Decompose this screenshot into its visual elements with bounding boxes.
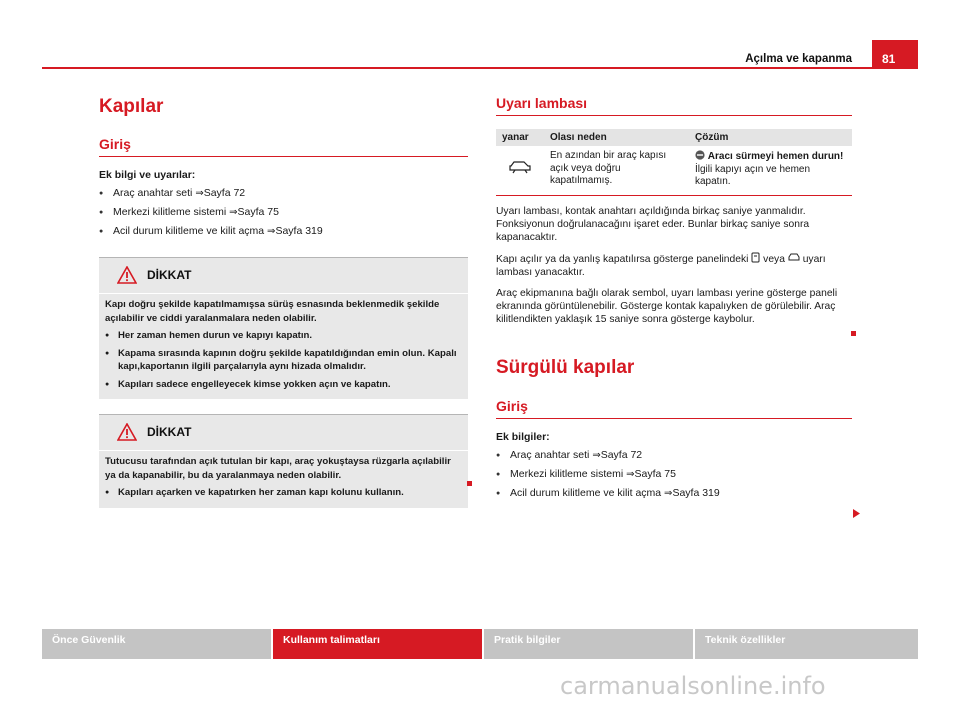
warning-box-1 xyxy=(99,257,468,399)
list-item: ● Araç anahtar seti ⇒Sayfa 72 xyxy=(99,184,468,203)
arrow-right-icon: ⇒ xyxy=(267,226,276,237)
tab-practical-info[interactable]: Pratik bilgiler xyxy=(484,629,693,659)
warning-bullet: ● Kapıları sadece engelleyecek kimse yokken açın ve kapatın. xyxy=(105,374,462,392)
warning-box-2 xyxy=(99,414,468,508)
warning-triangle-icon xyxy=(117,423,137,441)
list-item: ● Araç anahtar seti ⇒Sayfa 72 xyxy=(496,446,852,465)
section-title-warning-lamp: Uyarı lambası xyxy=(496,95,852,116)
intro-label: Ek bilgiler: xyxy=(496,430,550,443)
column-header: yanar xyxy=(496,129,544,146)
list-item: ● Merkezi kilitleme sistemi ⇒Sayfa 75 xyxy=(99,203,468,222)
tab-technical-specs[interactable]: Teknik özellikler xyxy=(695,629,918,659)
warning-intro: Tutucusu tarafından açık tutulan bir kapı, araç yokuştaysa rüzgarla açılabilir ya da kapanabilir, bu da yaralanmaya neden olabilir. xyxy=(105,456,451,481)
solution-text: İlgili kapıyı açın ve hemen kapatın. xyxy=(695,163,811,187)
paragraph: Araç ekipmanına bağlı olarak sembol, uyarı lambası yerine gösterge paneli ekranında görüntülenebilir. Gösterge kontak kapalıyken de görülebilir. Araç kilitlendikten yaklaşık 15 saniye sonra gösterge kaybolur. xyxy=(496,287,838,325)
section-end-marker xyxy=(467,481,472,486)
intro-label: Ek bilgi ve uyarılar: xyxy=(99,169,196,181)
left-column xyxy=(99,95,468,508)
arrow-right-icon: ⇒ xyxy=(229,207,238,218)
section-end-marker xyxy=(851,331,856,336)
continue-arrow-icon xyxy=(853,509,860,518)
stop-warning-icon xyxy=(695,150,705,160)
reference-list xyxy=(496,446,852,503)
running-header-title: Açılma ve kapanma xyxy=(745,53,852,65)
page-link[interactable]: Sayfa 75 xyxy=(634,467,676,480)
warning-triangle-icon xyxy=(117,266,137,284)
warning-title: DİKKAT xyxy=(147,425,192,439)
page-link[interactable]: Sayfa 72 xyxy=(203,187,246,199)
page-number: 81 xyxy=(872,40,918,68)
header-rule xyxy=(42,67,918,69)
reference-list xyxy=(99,184,468,241)
page-link[interactable]: Sayfa 319 xyxy=(672,486,720,499)
subsection-title-intro: Giriş xyxy=(496,398,852,419)
table-header-row xyxy=(496,129,852,146)
warning-lamp-table xyxy=(496,129,852,196)
car-door-open-icon xyxy=(509,160,531,174)
list-item: ● Merkezi kilitleme sistemi ⇒Sayfa 75 xyxy=(496,465,852,484)
solution-bold: Aracı sürmeyi hemen durun! xyxy=(707,151,844,162)
warning-intro: Kapı doğru şekilde kapatılmamışsa sürüş esnasında beklenmedik şekilde açılabilir ve ciddi yaralanmalara neden olabilir. xyxy=(105,299,440,324)
column-header: Olası neden xyxy=(544,129,689,146)
warning-bullet: ● Kapama sırasında kapının doğru şekilde kapatıldığından emin olun. Kapalı kapı,kaportanın ilgili parçalarıyla aynı hizada olmalıdır. xyxy=(105,343,462,374)
arrow-right-icon: ⇒ xyxy=(626,468,635,480)
right-column xyxy=(496,95,852,503)
subsection-title-intro: Giriş xyxy=(99,136,468,157)
section-title-doors: Kapılar xyxy=(99,96,164,117)
warning-title: DİKKAT xyxy=(147,268,192,282)
arrow-right-icon: ⇒ xyxy=(664,487,673,499)
car-door-lamp-icon xyxy=(788,253,800,262)
door-open-lamp-icon xyxy=(751,252,760,263)
page-link[interactable]: Sayfa 72 xyxy=(600,448,643,461)
cause-cell: En azından bir araç kapısı açık veya doğru kapatılmamış. xyxy=(544,146,689,195)
page-link[interactable]: Sayfa 319 xyxy=(275,225,323,237)
section-title-sliding-doors: Sürgülü kapılar xyxy=(496,356,635,378)
warning-bullet: ● Kapıları açarken ve kapatırken her zaman kapı kolunu kullanın. xyxy=(105,482,462,500)
watermark: carmanualsonline.info xyxy=(560,672,826,700)
tab-operating-instructions[interactable]: Kullanım talimatları xyxy=(273,629,482,659)
list-item: ● Acil durum kilitleme ve kilit açma ⇒Sayfa 319 xyxy=(496,484,852,503)
table-row xyxy=(496,146,852,195)
column-header: Çözüm xyxy=(689,129,852,146)
lamp-symbol-cell xyxy=(496,146,544,195)
paragraph: Kapı açılır ya da yanlış kapatılırsa gösterge panelindeki veya uyarı lambası yanacaktır. xyxy=(496,253,826,278)
warning-bullet: ● Her zaman hemen durun ve kapıyı kapatın. xyxy=(105,325,462,343)
solution-cell xyxy=(689,146,852,195)
arrow-right-icon: ⇒ xyxy=(195,188,204,199)
paragraph: Uyarı lambası, kontak anahtarı açıldığında birkaç saniye yanmalıdır. Fonksiyonun doğrulanacağını işaret eder. Bunlar birkaç saniye sonra kapanacaktır. xyxy=(496,205,810,243)
list-item: ● Acil durum kilitleme ve kilit açma ⇒Sayfa 319 xyxy=(99,222,468,241)
page-link[interactable]: Sayfa 75 xyxy=(237,206,279,218)
tab-safety-first[interactable]: Önce Güvenlik xyxy=(42,629,271,659)
arrow-right-icon: ⇒ xyxy=(592,449,601,461)
